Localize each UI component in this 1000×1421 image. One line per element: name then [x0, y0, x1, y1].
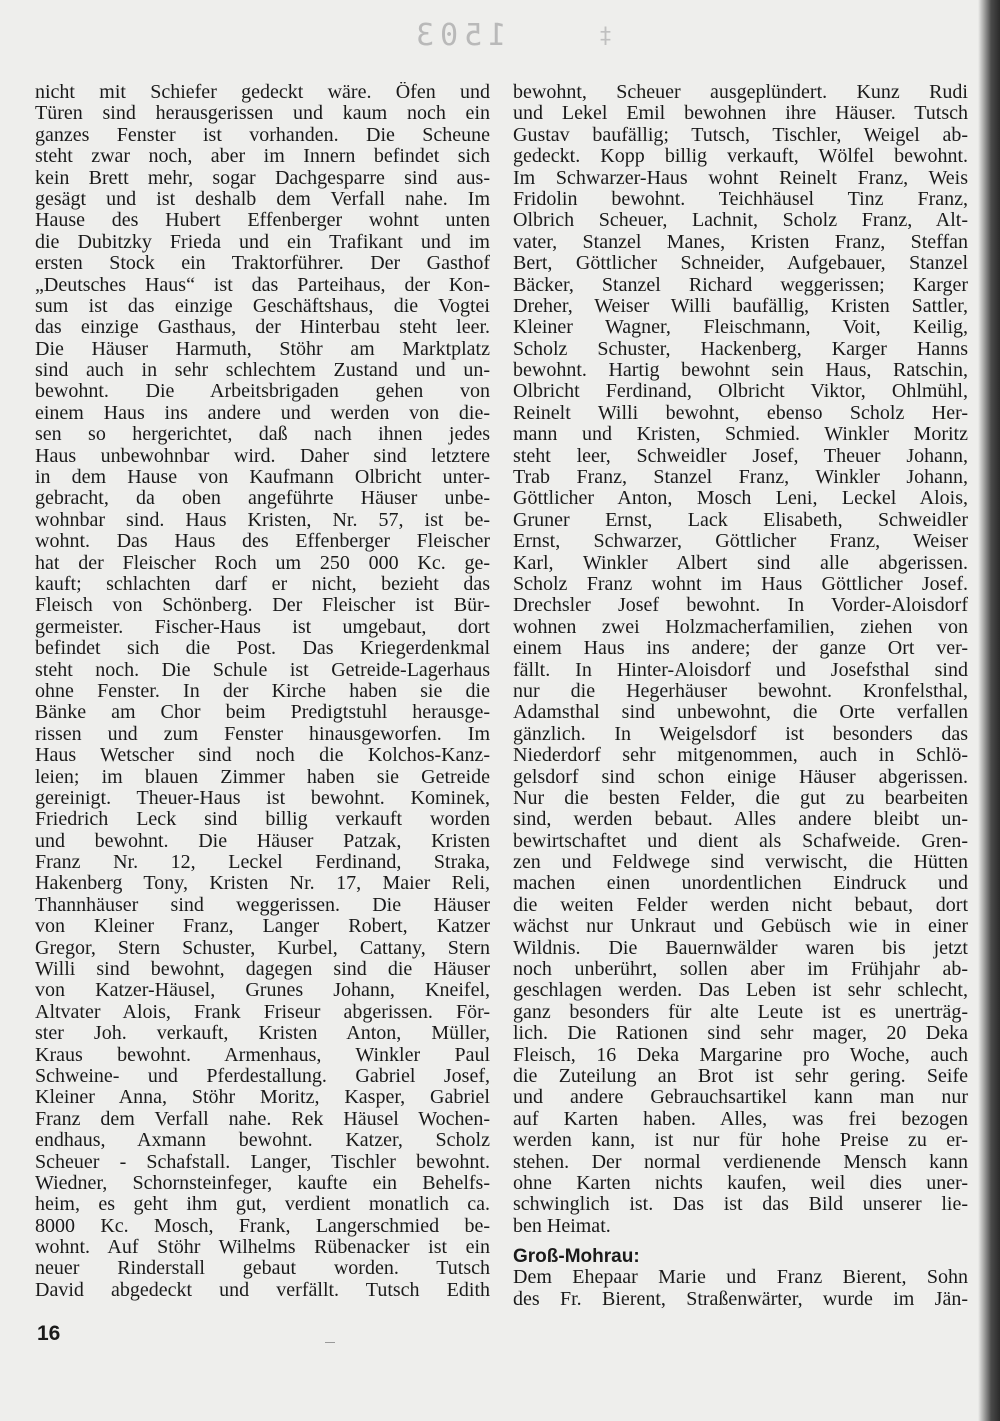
- text-line: Türen sind herausgerissen und kaum noch ein: [35, 103, 490, 125]
- page-number: 16: [37, 1322, 61, 1345]
- text-line: Göttlicher Anton, Mosch Leni, Leckel Alois,: [513, 488, 968, 510]
- text-line: ben Heimat.: [513, 1215, 611, 1237]
- text-line: sum ist das einzige Geschäftshaus, die Vogtei: [35, 295, 490, 317]
- text-line: in dem Hause von Kaufmann Olbricht unter-: [35, 467, 490, 489]
- text-line: wohnbar sind. Haus Kristen, Nr. 57, ist be-: [35, 509, 490, 531]
- text-line: stehen. Der normal verdienende Mensch kann: [513, 1151, 968, 1173]
- text-line: wohnt. Auf Stöhr Wilhelms Rübenacker ist ein: [35, 1237, 490, 1259]
- text-line: vater, Stanzel Manes, Kristen Franz, Steffan: [513, 231, 968, 253]
- pencil-mark: ‡: [600, 24, 611, 49]
- text-line: ganz besonders für alte Leute ist es unerträg-: [513, 1001, 968, 1023]
- text-line: von Kleiner Franz, Langer Robert, Katzer: [35, 916, 490, 938]
- text-line: Wildnis. Die Bauernwälder waren bis jetzt: [513, 937, 968, 959]
- text-line: Hause des Hubert Effenberger wohnt unten: [35, 210, 490, 232]
- text-line: Nur die besten Felder, die gut zu bearbeiten: [513, 787, 968, 809]
- text-line: und Lekel Emil bewohnen ihre Häuser. Tutsch: [513, 103, 968, 125]
- text-line: Gustav baufällig; Tutsch, Tischler, Weigel ab-: [513, 124, 968, 146]
- text-line: machen einen unordentlichen Eindruck und: [513, 873, 968, 895]
- text-line: gereinigt. Theuer-Haus ist bewohnt. Kominek,: [35, 787, 490, 809]
- text-line: Kleiner Anna, Stöhr Moritz, Kasper, Gabriel: [35, 1087, 490, 1109]
- text-line: Gruner Ernst, Lack Elisabeth, Schweidler: [513, 509, 968, 531]
- text-line: sind auch in sehr schlechtem Zustand und un-: [35, 360, 490, 382]
- text-line: gänzlich. In Weigelsdorf ist besonders das: [513, 723, 968, 745]
- text-line: 8000 Kc. Mosch, Frank, Langerschmied be-: [35, 1215, 490, 1237]
- text-line: bewohnt. Hartig bewohnt sein Haus, Ratschin,: [513, 360, 968, 382]
- text-line: steht leer, Schweidler Josef, Theuer Johann,: [513, 445, 968, 467]
- text-line: Olbrich Scheuer, Lachnit, Scholz Franz, Alt-: [513, 210, 968, 232]
- text-line: wohnen zwei Holzmacherfamilien, ziehen von: [513, 616, 968, 638]
- text-line: Haus unbewohnbar wird. Daher sind letztere: [35, 445, 490, 467]
- text-line: werden kann, ist nur für hohe Preise zu er-: [513, 1130, 968, 1152]
- text-line: Im Schwarzer-Haus wohnt Reinelt Franz, Weis: [513, 167, 968, 189]
- text-line: noch unberührt, sollen aber im Frühjahr ab-: [513, 959, 968, 981]
- text-line: bewohnt. Die Arbeitsbrigaden gehen von: [35, 381, 490, 403]
- text-line: und andere Gebrauchsartikel kann man nur: [513, 1087, 968, 1109]
- left-column: [35, 82, 490, 1301]
- text-line: Olbricht Ferdinand, Olbricht Viktor, Ohlmühl,: [513, 381, 968, 403]
- text-line: Niederdorf sehr mitgenommen, auch in Schlö-: [513, 745, 968, 767]
- text-line: gedeckt. Kopp billig verkauft, Wölfel bewohnt.: [513, 146, 968, 168]
- text-line: Kleiner Wagner, Fleischmann, Voit, Keilig,: [513, 317, 968, 339]
- right-column: [513, 82, 968, 1310]
- text-line: fällt. In Hinter-Aloisdorf und Josefsthal sind: [513, 659, 968, 681]
- text-line: Dem Ehepaar Marie und Franz Bierent, Sohn: [513, 1267, 968, 1289]
- text-line: Willi sind bewohnt, dagegen sind die Häuser: [35, 959, 490, 981]
- text-line: neuer Rinderstall gebaut worden. Tutsch: [35, 1258, 490, 1280]
- text-line: ster Joh. verkauft, Kristen Anton, Müller,: [35, 1023, 490, 1045]
- archive-stamp: 1503: [410, 18, 507, 53]
- text-line: Karl, Winkler Albert sind alle abgerissen.: [513, 552, 968, 574]
- text-line: Bänke am Chor beim Predigtstuhl herausge-: [35, 702, 490, 724]
- text-line: Wiedner, Schornsteinfeger, kaufte ein Behelfs-: [35, 1172, 490, 1194]
- text-line: Fleisch von Schönberg. Der Fleischer ist Bür-: [35, 595, 490, 617]
- text-line: zen und Feldwege sind verwischt, die Hütten: [513, 852, 968, 874]
- text-line: Friedrich Leck sind billig verkauft worden: [35, 809, 490, 831]
- text-line: Ernst, Schwarzer, Göttlicher Franz, Weiser: [513, 531, 968, 553]
- book-binding-shadow: [978, 0, 1000, 1421]
- print-mark: [325, 1342, 335, 1343]
- text-line: Fridolin bewohnt. Teichhäusel Tinz Franz,: [513, 188, 968, 210]
- text-line: einem Haus ins andere und werden von die-: [35, 402, 490, 424]
- text-line: ersten Stock ein Traktorführer. Der Gasthof: [35, 253, 490, 275]
- text-line: nur die Hegerhäuser bewohnt. Kronfelsthal,: [513, 680, 968, 702]
- text-line: Franz dem Verfall nahe. Rek Häusel Wochen-: [35, 1108, 490, 1130]
- text-line: Bert, Göttlicher Schneider, Aufgebauer, Stanzel: [513, 253, 968, 275]
- text-line: Hakenberg Tony, Kristen Nr. 17, Maier Reli,: [35, 873, 490, 895]
- text-line: leien; im blauen Zimmer haben sie Getreide: [35, 766, 490, 788]
- text-line: Scholz Franz wohnt im Haus Göttlicher Josef.: [513, 573, 968, 595]
- text-line: Kraus bewohnt. Armenhaus, Winkler Paul: [35, 1044, 490, 1066]
- text-line: ohne Fenster. In der Kirche haben sie die: [35, 680, 490, 702]
- text-line: Die Häuser Harmuth, Stöhr am Marktplatz: [35, 338, 490, 360]
- section-body: [513, 1267, 968, 1310]
- text-line: geschlagen werden. Das Leben ist sehr schlecht,: [513, 980, 968, 1002]
- text-line: das einzige Gasthaus, der Hinterbau steht leer.: [35, 317, 490, 339]
- text-line: „Deutsches Haus“ ist das Parteihaus, der Kon-: [35, 274, 490, 296]
- text-line: Reinelt Willi bewohnt, ebenso Scholz Her-: [513, 402, 968, 424]
- text-line: einem Haus ins andere; der ganze Ort ver-: [513, 638, 968, 660]
- text-line: ohne Karten nichts kaufen, weil dies uner-: [513, 1172, 968, 1194]
- text-line: Dreher, Weiser Willi baufällig, Kristen Sattler,: [513, 295, 968, 317]
- text-line: David abgedeckt und verfällt. Tutsch Edith: [35, 1279, 490, 1301]
- text-line: lich. Die Rationen sind sehr mager, 20 Deka: [513, 1023, 968, 1045]
- text-line: Altvater Alois, Frank Friseur abgerissen. För-: [35, 1001, 490, 1023]
- text-line: ganzes Fenster ist vorhanden. Die Scheune: [35, 124, 490, 146]
- text-line: befindet sich die Post. Das Kriegerdenkmal: [35, 638, 490, 660]
- text-line: gesägt und ist deshalb dem Verfall nahe. Im: [35, 188, 490, 210]
- text-line: die Zuteilung an Brot ist sehr gering. Seife: [513, 1065, 968, 1087]
- text-line: wächst nur Unkraut und Gebüsch wie in einer: [513, 916, 968, 938]
- text-line: gebracht, da oben angeführte Häuser unbe-: [35, 488, 490, 510]
- text-line: Bäcker, Stanzel Richard weggerissen; Karger: [513, 274, 968, 296]
- text-line: auf Karten haben. Alles, was frei bezogen: [513, 1108, 968, 1130]
- text-line: sen so hergerichtet, daß nach ihnen jedes: [35, 424, 490, 446]
- text-line: des Fr. Bierent, Straßenwärter, wurde im Jän-: [513, 1288, 968, 1310]
- text-line: bewohnt, Scheuer ausgeplündert. Kunz Rudi: [513, 82, 968, 103]
- text-line: sind, werden bebaut. Alles andere bleibt un-: [513, 809, 968, 831]
- text-line: endhaus, Axmann bewohnt. Katzer, Scholz: [35, 1130, 490, 1152]
- text-line: germeister. Fischer-Haus ist umgebaut, dort: [35, 616, 490, 638]
- text-line: Franz Nr. 12, Leckel Ferdinand, Straka,: [35, 852, 490, 874]
- text-line: steht noch. Die Schule ist Getreide-Lagerhaus: [35, 659, 490, 681]
- text-line: bewirtschaftet und dient als Schafweide. Gren-: [513, 830, 968, 852]
- text-line: wohnt. Das Haus des Effenberger Fleischer: [35, 531, 490, 553]
- text-line: kein Brett mehr, sogar Dachgesparre sind aus-: [35, 167, 490, 189]
- text-line: schwinglich ist. Das ist das Bild unserer lie-: [513, 1194, 968, 1216]
- text-line: von Katzer-Häusel, Grunes Johann, Kneifel,: [35, 980, 490, 1002]
- text-line: mann und Kristen, Schmied. Winkler Moritz: [513, 424, 968, 446]
- text-line: Adamsthal sind unbewohnt, die Orte verfallen: [513, 702, 968, 724]
- text-line: Drechsler Josef bewohnt. In Vorder-Aloisdorf: [513, 595, 968, 617]
- text-line: die weiten Felder werden nicht bebaut, dort: [513, 894, 968, 916]
- text-line: und bewohnt. Die Häuser Patzak, Kristen: [35, 830, 490, 852]
- text-line: heim, es geht ihm gut, verdient monatlich ca.: [35, 1194, 490, 1216]
- text-line: die Dubitzky Frieda und ein Trafikant und im: [35, 231, 490, 253]
- text-line: hat der Fleischer Roch um 250 000 Kc. ge-: [35, 552, 490, 574]
- text-line: gelsdorf sind schon einige Häuser abgerissen.: [513, 766, 968, 788]
- text-line: Thannhäuser sind weggerissen. Die Häuser: [35, 894, 490, 916]
- text-line: rissen und zum Fenster hinausgeworfen. Im: [35, 723, 490, 745]
- text-line: Schweine- und Pferdestallung. Gabriel Josef,: [35, 1065, 490, 1087]
- section-heading: Groß-Mohrau:: [513, 1246, 640, 1268]
- text-line: Haus Wetscher sind noch die Kolchos-Kanz-: [35, 745, 490, 767]
- text-line: kauft; schlachten darf er nicht, bezieht das: [35, 573, 490, 595]
- text-line: steht zwar noch, aber im Innern befindet sich: [35, 146, 490, 168]
- text-line: nicht mit Schiefer gedeckt wäre. Öfen und: [35, 82, 490, 103]
- right-column-lines: [513, 82, 968, 1237]
- text-line: Fleisch, 16 Deka Margarine pro Woche, auch: [513, 1044, 968, 1066]
- text-line: Scholz Schuster, Hackenberg, Karger Hanns: [513, 338, 968, 360]
- text-line: Gregor, Stern Schuster, Kurbel, Cattany, Stern: [35, 937, 490, 959]
- text-line: Trab Franz, Stanzel Franz, Winkler Johann,: [513, 467, 968, 489]
- text-line: Scheuer - Schafstall. Langer, Tischler bewohnt.: [35, 1151, 490, 1173]
